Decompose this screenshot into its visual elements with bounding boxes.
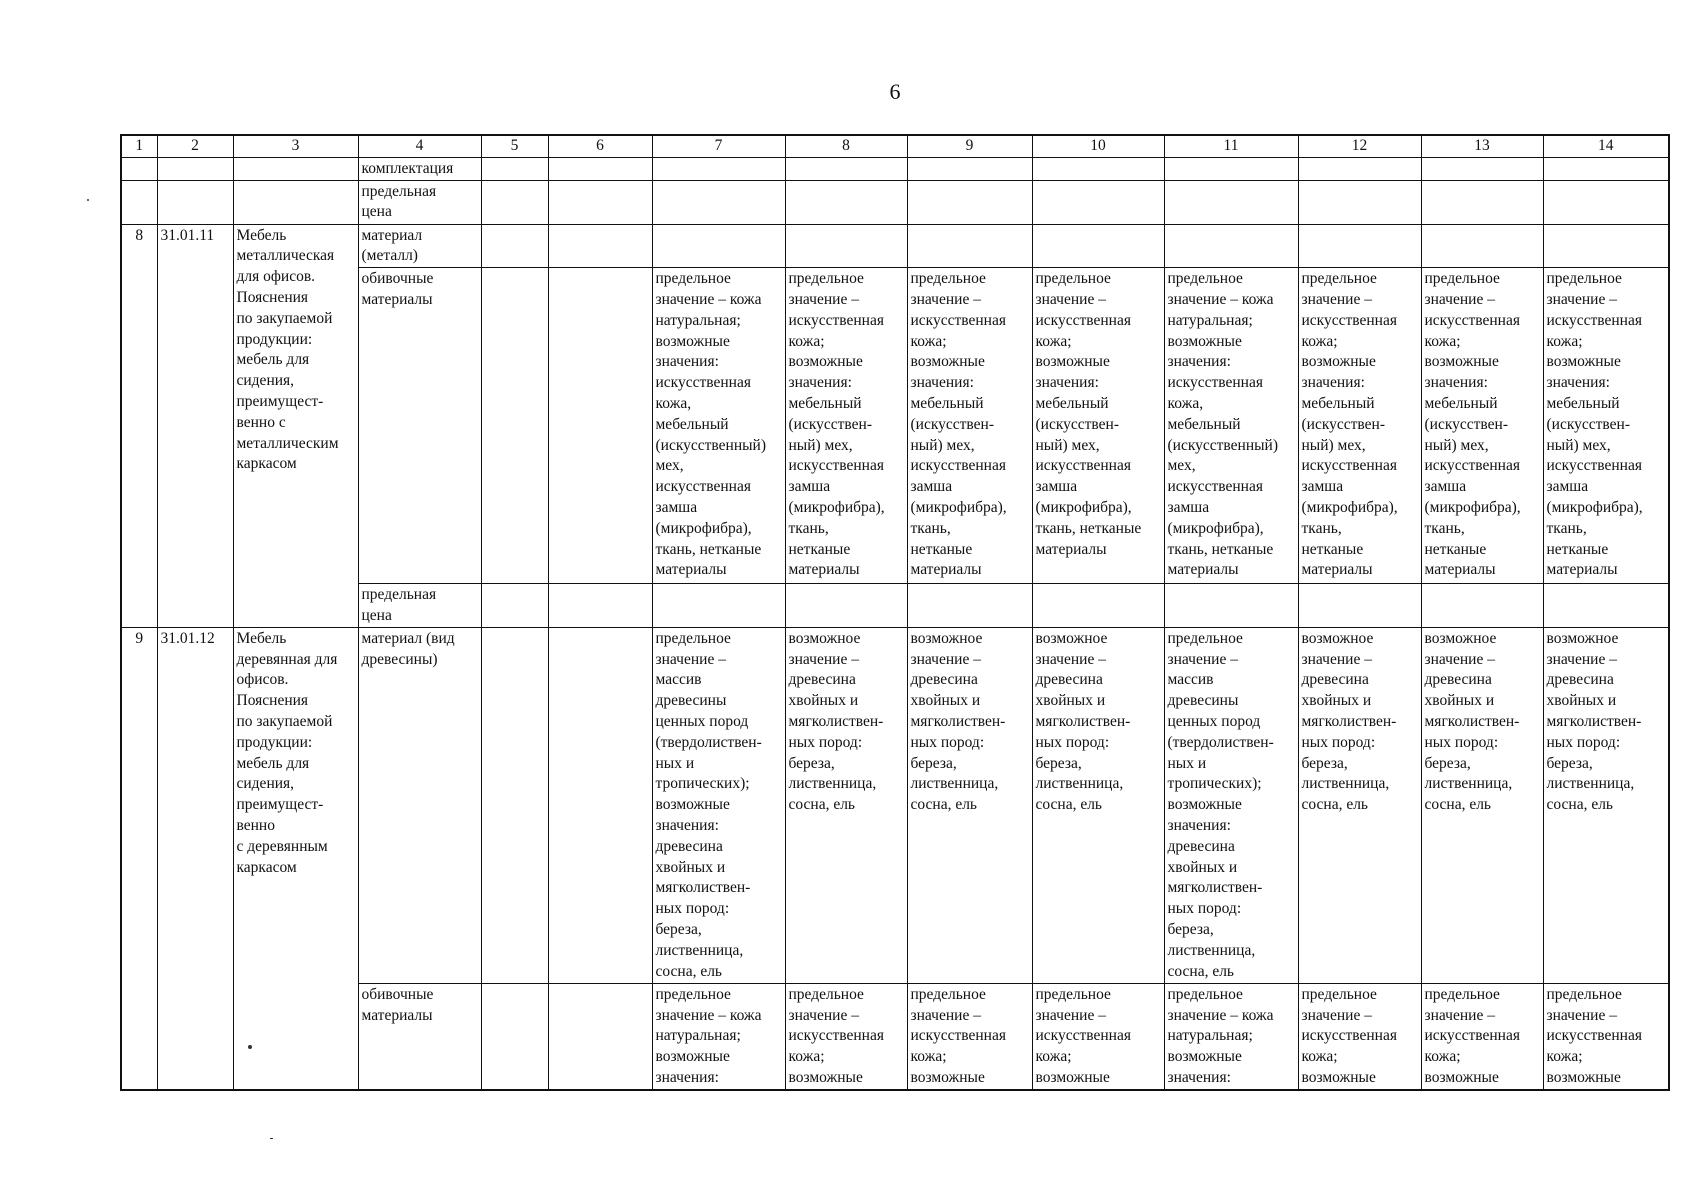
item-name: Мебель металлическая для офисов. Пояснения по закупаемой продукции: мебель для сидения, преимущест- венно с металлическим каркасом	[233, 224, 358, 627]
empty-cell	[785, 584, 907, 628]
item-code: 31.01.12	[157, 627, 233, 1089]
value-cell-col-12: предельное значение – искусственная кожа; возможные значения: мебельный (искусствен- ный) мех, искусственная замша (микрофибра), ткань, нетканые материалы	[1298, 268, 1421, 584]
empty-cell	[1543, 224, 1669, 268]
value-cell-col-8: предельное значение – искусственная кожа; возможные	[785, 983, 907, 1089]
empty-cell	[1298, 157, 1421, 180]
column-number-4: 4	[358, 135, 481, 157]
empty-cell	[785, 180, 907, 224]
column-number-13: 13	[1421, 135, 1543, 157]
item-name: Мебель деревянная для офисов. Пояснения по закупаемой продукции: мебель для сидения, преимущест- венно с деревянным каркасом	[233, 627, 358, 1089]
page-number: 6	[889, 79, 901, 104]
table-row	[121, 180, 1669, 224]
empty-cell	[907, 157, 1032, 180]
empty-cell	[233, 180, 358, 224]
column-number-9: 9	[907, 135, 1032, 157]
empty-cell	[121, 180, 157, 224]
characteristic-cell: обивочные материалы	[358, 268, 481, 584]
empty-cell	[157, 157, 233, 180]
empty-cell	[1543, 180, 1669, 224]
table-row	[121, 224, 1669, 268]
empty-cell	[1164, 180, 1298, 224]
characteristic-cell: материал (вид древесины)	[358, 627, 481, 983]
empty-cell	[481, 224, 548, 268]
characteristic-cell: обивочные материалы	[358, 983, 481, 1089]
empty-cell	[785, 157, 907, 180]
empty-cell	[1421, 157, 1543, 180]
value-cell-col-11: предельное значение – кожа натуральная; возможные значения:	[1164, 983, 1298, 1089]
empty-cell	[1298, 180, 1421, 224]
empty-cell	[1032, 224, 1164, 268]
empty-cell	[907, 180, 1032, 224]
empty-cell	[548, 627, 652, 983]
empty-cell	[121, 157, 157, 180]
empty-cell	[1421, 180, 1543, 224]
table-header-row	[121, 135, 1669, 157]
empty-cell	[481, 268, 548, 584]
characteristic-cell: материал (металл)	[358, 224, 481, 268]
value-cell-col-10: предельное значение – искусственная кожа; возможные значения: мебельный (искусствен- ный) мех, искусственная замша (микрофибра), ткань, нетканые материалы	[1032, 268, 1164, 584]
item-number: 9	[121, 627, 157, 1089]
value-cell-col-9: предельное значение – искусственная кожа; возможные значения: мебельный (искусствен- ный) мех, искусственная замша (микрофибра), ткань, нетканые материалы	[907, 268, 1032, 584]
column-number-12: 12	[1298, 135, 1421, 157]
value-cell-col-11: предельное значение – кожа натуральная; возможные значения: искусственная кожа, мебельный (искусственный) мех, искусственная замша (микрофибра), ткань, нетканые материалы	[1164, 268, 1298, 584]
empty-cell	[548, 268, 652, 584]
column-number-14: 14	[1543, 135, 1669, 157]
value-cell-col-11: предельное значение – массив древесины ценных пород (твердолиствен- ных и тропических); возможные значения: древесина хвойных и мягколиствен- ных пород: береза, лиственница, сосна, ель	[1164, 627, 1298, 983]
table-row	[121, 157, 1669, 180]
scan-speck	[248, 1045, 252, 1049]
empty-cell	[1543, 584, 1669, 628]
value-cell-col-13: возможное значение – древесина хвойных и мягколиствен- ных пород: береза, лиственница, сосна, ель	[1421, 627, 1543, 983]
empty-cell	[1298, 224, 1421, 268]
empty-cell	[548, 180, 652, 224]
column-number-5: 5	[481, 135, 548, 157]
value-cell-col-7: предельное значение – кожа натуральная; возможные значения:	[652, 983, 785, 1089]
value-cell-col-14: возможное значение – древесина хвойных и мягколиствен- ных пород: береза, лиственница, сосна, ель	[1543, 627, 1669, 983]
value-cell-col-10: предельное значение – искусственная кожа; возможные	[1032, 983, 1164, 1089]
value-cell-col-9: предельное значение – искусственная кожа; возможные	[907, 983, 1032, 1089]
empty-cell	[548, 157, 652, 180]
value-cell-col-10: возможное значение – древесина хвойных и мягколиствен- ных пород: береза, лиственница, сосна, ель	[1032, 627, 1164, 983]
scan-speck	[270, 1138, 273, 1139]
value-cell-col-8: предельное значение – искусственная кожа; возможные значения: мебельный (искусствен- ный) мех, искусственная замша (микрофибра), ткань, нетканые материалы	[785, 268, 907, 584]
item-code: 31.01.11	[157, 224, 233, 627]
specification-table	[120, 134, 1670, 1091]
value-cell-col-7: предельное значение – массив древесины ценных пород (твердолиствен- ных и тропических); возможные значения: древесина хвойных и мягколиствен- ных пород: береза, лиственница, сосна, ель	[652, 627, 785, 983]
empty-cell	[548, 983, 652, 1089]
characteristic-cell: комплектация	[358, 157, 481, 180]
empty-cell	[481, 584, 548, 628]
value-cell-col-12: предельное значение – искусственная кожа; возможные	[1298, 983, 1421, 1089]
empty-cell	[907, 584, 1032, 628]
empty-cell	[481, 157, 548, 180]
characteristic-cell: предельная цена	[358, 180, 481, 224]
value-cell-col-14: предельное значение – искусственная кожа; возможные	[1543, 983, 1669, 1089]
empty-cell	[1032, 180, 1164, 224]
item-number: 8	[121, 224, 157, 627]
value-cell-col-13: предельное значение – искусственная кожа; возможные	[1421, 983, 1543, 1089]
column-number-1: 1	[121, 135, 157, 157]
empty-cell	[1032, 584, 1164, 628]
value-cell-col-12: возможное значение – древесина хвойных и мягколиствен- ных пород: береза, лиственница, сосна, ель	[1298, 627, 1421, 983]
empty-cell	[785, 224, 907, 268]
value-cell-col-8: возможное значение – древесина хвойных и мягколиствен- ных пород: береза, лиственница, сосна, ель	[785, 627, 907, 983]
empty-cell	[652, 157, 785, 180]
empty-cell	[1164, 224, 1298, 268]
characteristic-cell: предельная цена	[358, 584, 481, 628]
value-cell-col-14: предельное значение – искусственная кожа; возможные значения: мебельный (искусствен- ный) мех, искусственная замша (микрофибра), ткань, нетканые материалы	[1543, 268, 1669, 584]
value-cell-col-9: возможное значение – древесина хвойных и мягколиствен- ных пород: береза, лиственница, сосна, ель	[907, 627, 1032, 983]
empty-cell	[1032, 157, 1164, 180]
empty-cell	[1543, 157, 1669, 180]
column-number-11: 11	[1164, 135, 1298, 157]
empty-cell	[481, 180, 548, 224]
empty-cell	[1298, 584, 1421, 628]
value-cell-col-13: предельное значение – искусственная кожа; возможные значения: мебельный (искусствен- ный) мех, искусственная замша (микрофибра), ткань, нетканые материалы	[1421, 268, 1543, 584]
empty-cell	[652, 180, 785, 224]
column-number-6: 6	[548, 135, 652, 157]
empty-cell	[907, 224, 1032, 268]
column-number-2: 2	[157, 135, 233, 157]
empty-cell	[481, 627, 548, 983]
empty-cell	[1164, 584, 1298, 628]
empty-cell	[548, 584, 652, 628]
column-number-8: 8	[785, 135, 907, 157]
column-number-3: 3	[233, 135, 358, 157]
value-cell-col-7: предельное значение – кожа натуральная; возможные значения: искусственная кожа, мебельный (искусственный) мех, искусственная замша (микрофибра), ткань, нетканые материалы	[652, 268, 785, 584]
empty-cell	[652, 584, 785, 628]
table-row	[121, 627, 1669, 983]
empty-cell	[548, 224, 652, 268]
scan-speck	[87, 199, 89, 201]
empty-cell	[481, 983, 548, 1089]
empty-cell	[1164, 157, 1298, 180]
empty-cell	[1421, 584, 1543, 628]
column-number-7: 7	[652, 135, 785, 157]
empty-cell	[157, 180, 233, 224]
empty-cell	[1421, 224, 1543, 268]
column-number-10: 10	[1032, 135, 1164, 157]
empty-cell	[233, 157, 358, 180]
empty-cell	[652, 224, 785, 268]
